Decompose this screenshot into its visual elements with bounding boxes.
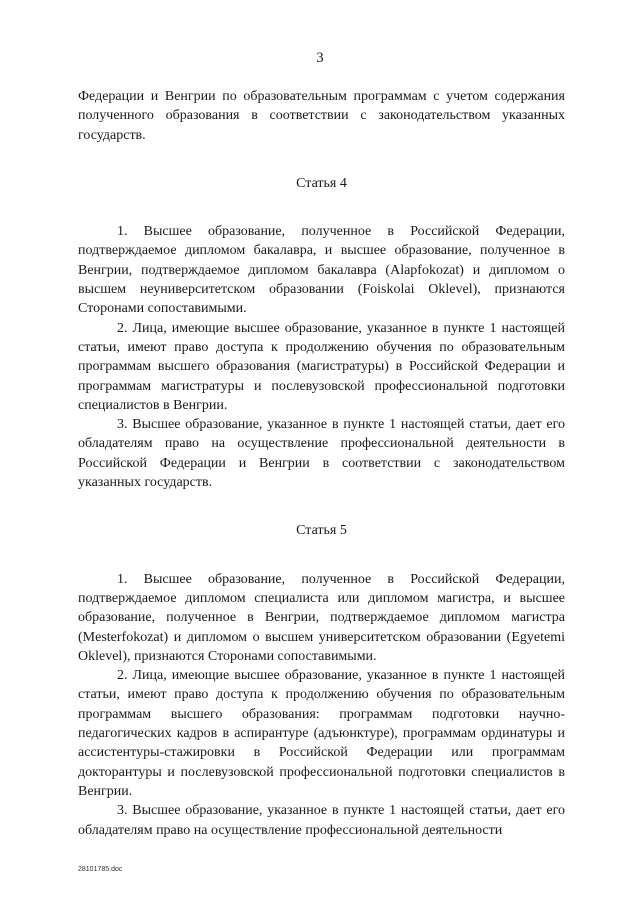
document-body	[78, 87, 565, 840]
article-5-paragraph-2: 2. Лица, имеющие высшее образование, указанное в пункте 1 настоящей статьи, имеют право доступа к продолжению обучения по образовательным программам высшего образования: программам подготовки научно-педагогических кадров в аспирантуре (адъюнктуре), программам ординатуры и ассистентуры-стажировки в Российской Федерации или программам докторантуры и послевузовской профессиональной подготовки специалистов в Венгрии.	[78, 668, 565, 799]
article-5-heading: Статья 5	[296, 523, 347, 539]
article-5-paragraph-3: 3. Высшее образование, указанное в пункте 1 настоящей статьи, дает его обладателям право на осуществление профессиональной деятельности	[78, 803, 565, 838]
article-4-heading: Статья 4	[296, 175, 347, 191]
file-name-footer: 28101785.doc	[78, 866, 123, 873]
page-number: 3	[316, 50, 324, 66]
intro-paragraph: Федерации и Венгрии по образовательным программам с учетом содержания полученного образования в соответствии с законодательством указанных государств.	[78, 89, 565, 143]
article-4-paragraph-1: 1. Высшее образование, полученное в Российской Федерации, подтверждаемое дипломом бакалавра, и высшее образование, полученное в Венгрии, подтверждаемое дипломом бакалавра (Alapfokozat) и дипломом о высшем неуниверситетском образовании (Foiskolai Oklevel), признаются Сторонами сопоставимыми.	[78, 224, 565, 317]
article-4-paragraph-3: 3. Высшее образование, указанное в пункте 1 настоящей статьи, дает его обладателям право на осуществление профессиональной деятельности в Российской Федерации и Венгрии в соответствии с законодательством указанных государств.	[78, 417, 565, 491]
article-5-paragraph-1: 1. Высшее образование, полученное в Российской Федерации, подтверждаемое дипломом специалиста или дипломом магистра, и высшее образование, полученное в Венгрии, подтверждаемое дипломом магистра (Mesterfokozat) и дипломом о высшем университетском образовании (Egyetemi Oklevel), признаются Сторонами сопоставимыми.	[78, 571, 565, 664]
article-4-paragraph-2: 2. Лица, имеющие высшее образование, указанное в пункте 1 настоящей статьи, имеют право доступа к продолжению обучения по образовательным программам высшего образования (магистратуры) в Российской Федерации и программам магистратуры и послевузовской профессиональной подготовки специалистов в Венгрии.	[78, 320, 565, 413]
